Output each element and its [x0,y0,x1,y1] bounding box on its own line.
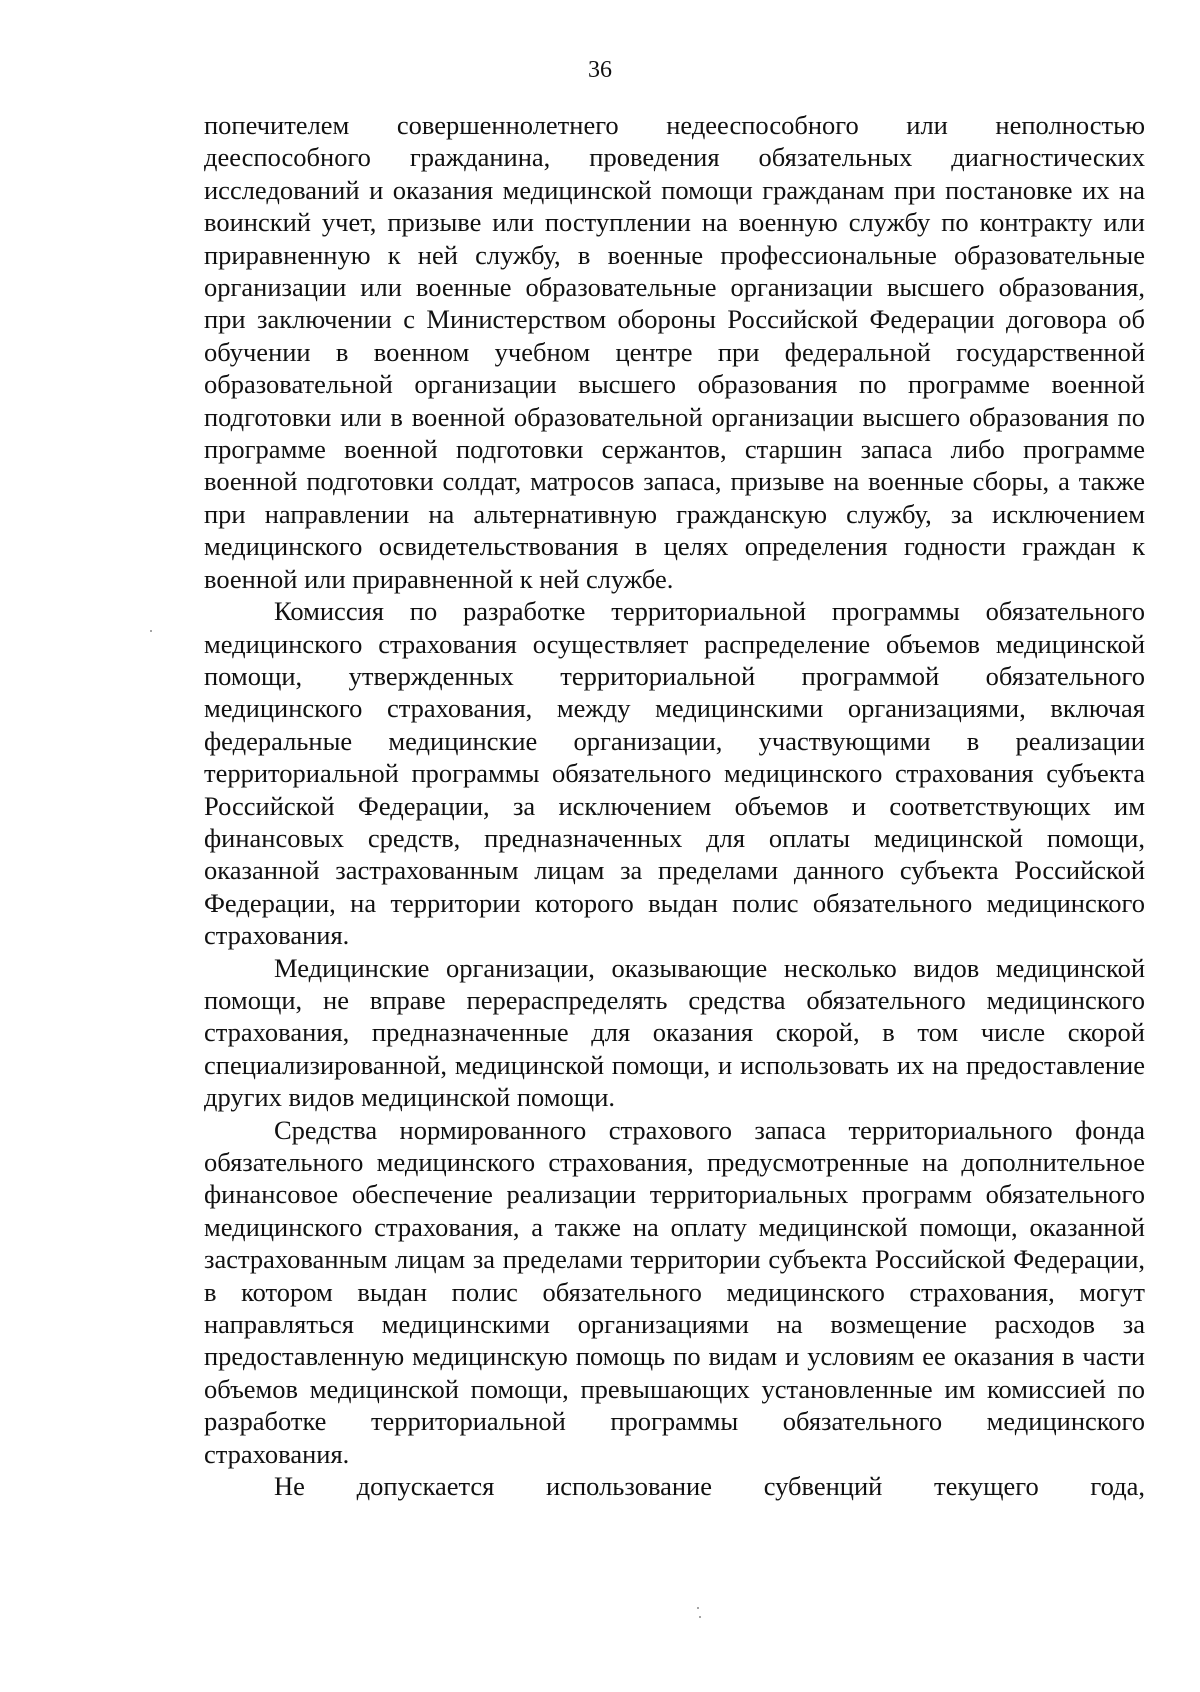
paragraph-continuation: попечителем совершеннолетнего недееспособного или неполностью дееспособного гражданина, проведения обязательных диагностических исследований и оказания медицинской помощи гражданам при постановке их на воинский учет, призыве или поступлении на военную службу по контракту или приравненную к ней службу, в военные профессиональные образовательные организации или военные образовательные организации высшего образования, при заключении с Министерством обороны Российской Федерации договора об обучении в военном учебном центре при федеральной государственной образовательной организации высшего образования по программе военной подготовки или в военной образовательной организации высшего образования по программе военной подготовки сержантов, старшин запаса либо программе военной подготовки солдат, матросов запаса, призыве на военные сборы, а также при направлении на альтернативную гражданскую службу, за исключением медицинского освидетельствования в целях определения годности граждан к военной или приравненной к ней службе. [204,110,1145,594]
paragraph-medical-organizations: Медицинские организации, оказывающие несколько видов медицинской помощи, не вправе перераспределять средства обязательного медицинского страхования, предназначенные для оказания скорой, в том числе скорой специализированной, медицинской помощи, и использовать их на предоставление других видов медицинской помощи. [204,952,1145,1113]
scan-speck [697,1607,699,1609]
document-body [204,109,1145,1502]
paragraph-insurance-reserve: Средства нормированного страхового запаса территориального фонда обязательного медицинского страхования, предусмотренные на дополнительное финансовое обеспечение реализации территориальных программ обязательного медицинского страхования, а также на оплату медицинской помощи, оказанной застрахованным лицам за пределами территории субъекта Российской Федерации, в котором выдан полис обязательного медицинского страхования, могут направляться медицинскими организациями на возмещение расходов за предоставленную медицинскую помощь по видам и условиям ее оказания в части объемов медицинской помощи, превышающих установленные им комиссией по разработке территориальной программы обязательного медицинского страхования. [204,1114,1145,1469]
page-number: 36 [588,57,612,83]
scan-speck [699,1616,701,1618]
paragraph-subventions: Не допускается использование субвенций текущего года, [274,1471,1145,1502]
paragraph-commission-distribution: Комиссия по разработке территориальной программы обязательного медицинского страхования осуществляет распределение объемов медицинской помощи, утвержденных территориальной программой обязательного медицинского страхования, между медицинскими организациями, включая федеральные медицинские организации, участвующими в реализации территориальной программы обязательного медицинского страхования субъекта Российской Федерации, за исключением объемов и соответствующих им финансовых средств, предназначенных для оплаты медицинской помощи, оказанной застрахованным лицам за пределами данного субъекта Российской Федерации, на территории которого выдан полис обязательного медицинского страхования. [204,596,1145,951]
scan-speck [150,630,152,632]
